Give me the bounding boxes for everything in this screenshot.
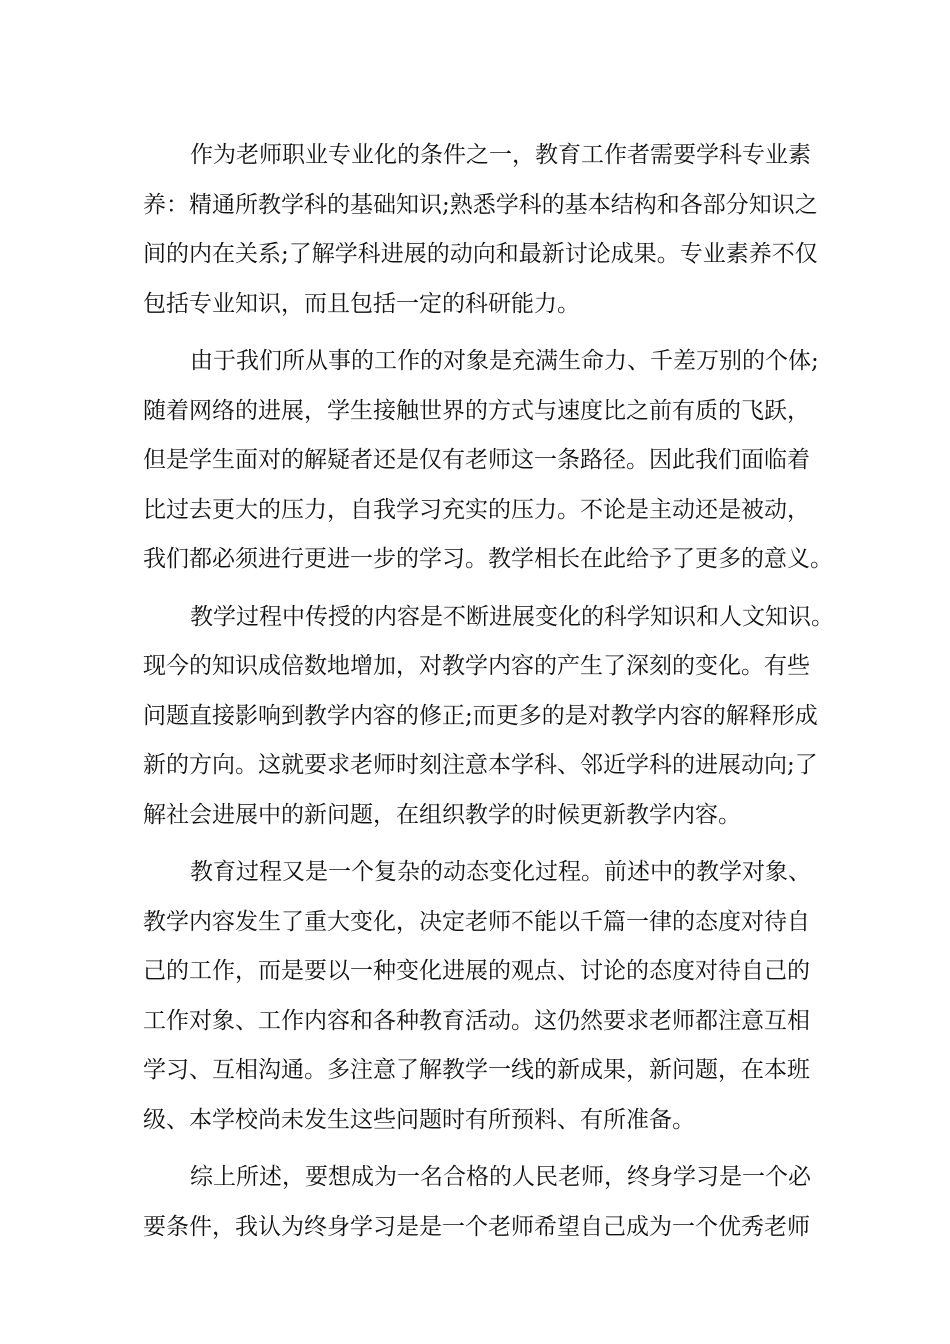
text-line: 养：精通所教学科的基础知识;熟悉学科的基本结构和各部分知识之 — [143, 191, 818, 218]
text-line: 包括专业知识，而且包括一定的科研能力。 — [143, 290, 580, 317]
text-line: 学习、互相沟通。多注意了解教学一线的新成果，新问题，在本班 — [143, 1057, 810, 1083]
text-line: 随着网络的进展，学生接触世界的方式与速度比之前有质的飞跃， — [143, 397, 810, 424]
text-line: 我们都必须进行更进一步的学习。教学相长在此给予了更多的意义。 — [143, 546, 833, 572]
paragraph-2 — [143, 337, 833, 585]
paragraph-3 — [143, 593, 834, 841]
text-line: 问题直接影响到教学内容的修正;而更多的是对教学内容的解释形成 — [143, 702, 818, 729]
text-line: 教学内容发生了重大变化，决定老师不能以千篇一律的态度对待自 — [143, 908, 810, 935]
paragraph-1 — [143, 131, 823, 329]
text-line: 但是学生面对的解疑者还是仅有老师这一条路径。因此我们面临着 — [143, 447, 810, 473]
paragraph-4 — [143, 848, 823, 1145]
text-line: 比过去更大的压力，自我学习充实的压力。不论是主动还是被动， — [143, 496, 810, 523]
document-body — [143, 131, 834, 1260]
text-line: 教育过程又是一个复杂的动态变化过程。前述中的教学对象、 — [190, 859, 811, 885]
text-line: 级、本学校尚未发生这些问题时有所预料、有所准备。 — [143, 1106, 695, 1133]
text-line: 要条件，我认为终身学习是是一个老师希望自己成为一个优秀老师 — [143, 1213, 810, 1240]
text-line: 综上所述，要想成为一名合格的人民老师，终身学习是一个必 — [190, 1164, 811, 1190]
text-line: 间的内在关系;了解学科进展的动向和最新讨论成果。专业素养不仅 — [143, 241, 818, 267]
text-line: 由于我们所从事的工作的对象是充满生命力、千差万别的个体; — [190, 348, 819, 374]
text-line: 工作对象、工作内容和各种教育活动。这仍然要求老师都注意互相 — [143, 1007, 810, 1034]
text-line: 新的方向。这就要求老师时刻注意本学科、邻近学科的进展动向;了 — [143, 752, 818, 778]
text-line: 教学过程中传授的内容是不断进展变化的科学知识和人文知识。 — [190, 603, 834, 630]
text-line: 现今的知识成倍数地增加，对教学内容的产生了深刻的变化。有些 — [143, 653, 810, 679]
paragraph-5 — [143, 1153, 823, 1252]
text-line: 作为老师职业专业化的条件之一，教育工作者需要学科专业素 — [190, 142, 811, 168]
text-line: 解社会进展中的新问题，在组织教学的时候更新教学内容。 — [143, 801, 741, 828]
text-line: 己的工作，而是要以一种变化进展的观点、讨论的态度对待自己的 — [143, 958, 810, 984]
